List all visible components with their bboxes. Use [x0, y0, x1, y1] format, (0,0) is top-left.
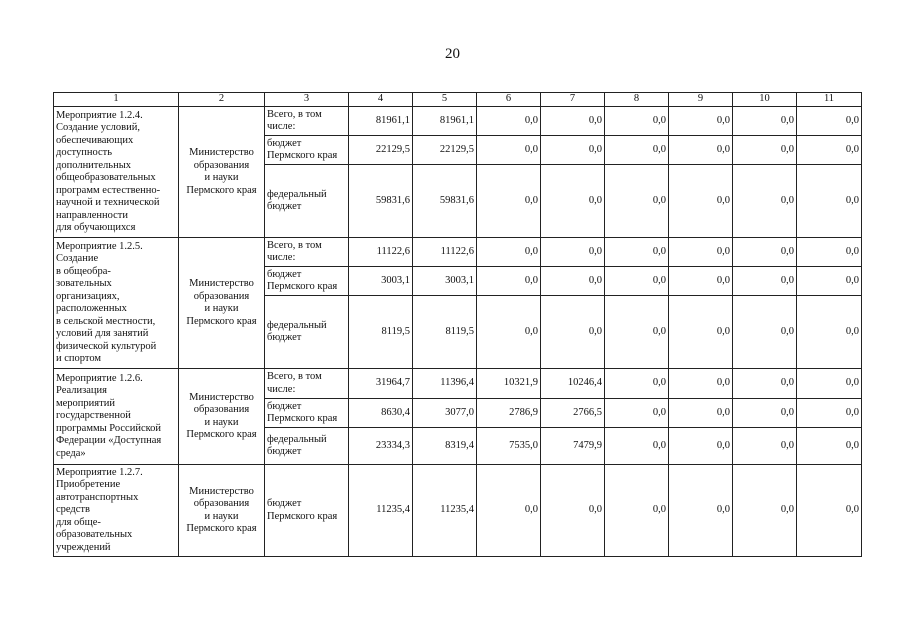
column-number-row	[54, 93, 862, 107]
page-number: 20	[445, 46, 460, 62]
executor-cell: Министерство образования и науки Пермского края	[179, 369, 265, 465]
amount-cell: 0,0	[797, 296, 862, 369]
amount-cell: 0,0	[541, 107, 605, 136]
funding-source-cell: бюджет Пермского края	[265, 267, 349, 296]
amount-cell: 0,0	[477, 267, 541, 296]
column-header: 6	[477, 93, 541, 107]
amount-cell: 0,0	[733, 399, 797, 428]
executor-cell: Министерство образования и науки Пермского края	[179, 465, 265, 557]
amount-cell: 7535,0	[477, 428, 541, 465]
column-header: 5	[413, 93, 477, 107]
amount-cell: 0,0	[733, 428, 797, 465]
table-row	[54, 369, 862, 399]
amount-cell: 0,0	[669, 369, 733, 399]
column-header: 9	[669, 93, 733, 107]
event-cell: Мероприятие 1.2.4. Создание условий, обеспечивающих доступность дополнительных общеобразовательных программ естественно- научной и технической направленности для обучающихся	[54, 107, 179, 238]
table-row	[54, 238, 862, 267]
amount-cell: 2766,5	[541, 399, 605, 428]
event-cell: Мероприятие 1.2.5. Создание в общеобра- зовательных организациях, расположенных в сельской местности, условий для занятий физической культурой и спортом	[54, 238, 179, 369]
amount-cell: 0,0	[797, 465, 862, 557]
amount-cell: 3003,1	[349, 267, 413, 296]
amount-cell: 0,0	[797, 136, 862, 165]
amount-cell: 81961,1	[413, 107, 477, 136]
amount-cell: 0,0	[797, 107, 862, 136]
amount-cell: 0,0	[541, 165, 605, 238]
executor-cell: Министерство образования и науки Пермского края	[179, 107, 265, 238]
column-header: 4	[349, 93, 413, 107]
amount-cell: 0,0	[669, 267, 733, 296]
amount-cell: 11396,4	[413, 369, 477, 399]
funding-source-cell: Всего, в том числе:	[265, 238, 349, 267]
amount-cell: 0,0	[541, 465, 605, 557]
amount-cell: 8119,5	[349, 296, 413, 369]
amount-cell: 0,0	[605, 428, 669, 465]
funding-source-cell: федеральный бюджет	[265, 296, 349, 369]
amount-cell: 11235,4	[349, 465, 413, 557]
amount-cell: 23334,3	[349, 428, 413, 465]
amount-cell: 0,0	[477, 136, 541, 165]
executor-cell: Министерство образования и науки Пермского края	[179, 238, 265, 369]
column-header: 11	[797, 93, 862, 107]
funding-source-cell: федеральный бюджет	[265, 428, 349, 465]
funding-source-cell: бюджет Пермского края	[265, 136, 349, 165]
amount-cell: 0,0	[605, 369, 669, 399]
amount-cell: 0,0	[605, 238, 669, 267]
table-row	[54, 465, 862, 557]
amount-cell: 3077,0	[413, 399, 477, 428]
column-header: 1	[54, 93, 179, 107]
amount-cell: 0,0	[669, 107, 733, 136]
amount-cell: 0,0	[605, 296, 669, 369]
amount-cell: 0,0	[797, 238, 862, 267]
amount-cell: 3003,1	[413, 267, 477, 296]
amount-cell: 0,0	[605, 136, 669, 165]
amount-cell: 0,0	[541, 296, 605, 369]
column-header: 7	[541, 93, 605, 107]
amount-cell: 0,0	[541, 136, 605, 165]
amount-cell: 0,0	[669, 165, 733, 238]
amount-cell: 0,0	[605, 465, 669, 557]
amount-cell: 0,0	[669, 136, 733, 165]
amount-cell: 0,0	[605, 267, 669, 296]
amount-cell: 0,0	[605, 107, 669, 136]
amount-cell: 0,0	[477, 238, 541, 267]
amount-cell: 0,0	[477, 296, 541, 369]
amount-cell: 0,0	[669, 399, 733, 428]
amount-cell: 81961,1	[349, 107, 413, 136]
amount-cell: 0,0	[733, 296, 797, 369]
amount-cell: 0,0	[733, 165, 797, 238]
column-header: 8	[605, 93, 669, 107]
amount-cell: 0,0	[733, 238, 797, 267]
amount-cell: 0,0	[605, 165, 669, 238]
amount-cell: 8630,4	[349, 399, 413, 428]
amount-cell: 0,0	[477, 465, 541, 557]
column-header: 10	[733, 93, 797, 107]
amount-cell: 0,0	[605, 399, 669, 428]
amount-cell: 0,0	[733, 465, 797, 557]
funding-source-cell: федеральный бюджет	[265, 165, 349, 238]
amount-cell: 8319,4	[413, 428, 477, 465]
event-cell: Мероприятие 1.2.6. Реализация мероприятий государственной программы Российской Федерации «Доступная среда»	[54, 369, 179, 465]
column-header: 3	[265, 93, 349, 107]
amount-cell: 0,0	[797, 399, 862, 428]
funding-source-cell: Всего, в том числе:	[265, 369, 349, 399]
amount-cell: 11122,6	[349, 238, 413, 267]
event-cell: Мероприятие 1.2.7. Приобретение автотранспортных средств для обще- образовательных учреждений	[54, 465, 179, 557]
amount-cell: 0,0	[477, 107, 541, 136]
funding-source-cell: бюджет Пермского края	[265, 399, 349, 428]
amount-cell: 0,0	[733, 107, 797, 136]
amount-cell: 0,0	[797, 428, 862, 465]
amount-cell: 0,0	[797, 369, 862, 399]
amount-cell: 10321,9	[477, 369, 541, 399]
amount-cell: 0,0	[669, 296, 733, 369]
funding-source-cell: Всего, в том числе:	[265, 107, 349, 136]
amount-cell: 0,0	[541, 238, 605, 267]
amount-cell: 22129,5	[413, 136, 477, 165]
amount-cell: 0,0	[669, 238, 733, 267]
column-header: 2	[179, 93, 265, 107]
amount-cell: 59831,6	[349, 165, 413, 238]
amount-cell: 0,0	[541, 267, 605, 296]
funding-source-cell: бюджет Пермского края	[265, 465, 349, 557]
amount-cell: 59831,6	[413, 165, 477, 238]
amount-cell: 0,0	[669, 465, 733, 557]
amount-cell: 8119,5	[413, 296, 477, 369]
amount-cell: 0,0	[733, 267, 797, 296]
amount-cell: 11235,4	[413, 465, 477, 557]
amount-cell: 0,0	[733, 136, 797, 165]
amount-cell: 31964,7	[349, 369, 413, 399]
amount-cell: 0,0	[797, 165, 862, 238]
amount-cell: 0,0	[669, 428, 733, 465]
table-row	[54, 107, 862, 136]
amount-cell: 0,0	[477, 165, 541, 238]
amount-cell: 2786,9	[477, 399, 541, 428]
amount-cell: 0,0	[733, 369, 797, 399]
amount-cell: 22129,5	[349, 136, 413, 165]
amount-cell: 0,0	[797, 267, 862, 296]
amount-cell: 11122,6	[413, 238, 477, 267]
budget-table	[53, 92, 862, 557]
amount-cell: 7479,9	[541, 428, 605, 465]
amount-cell: 10246,4	[541, 369, 605, 399]
